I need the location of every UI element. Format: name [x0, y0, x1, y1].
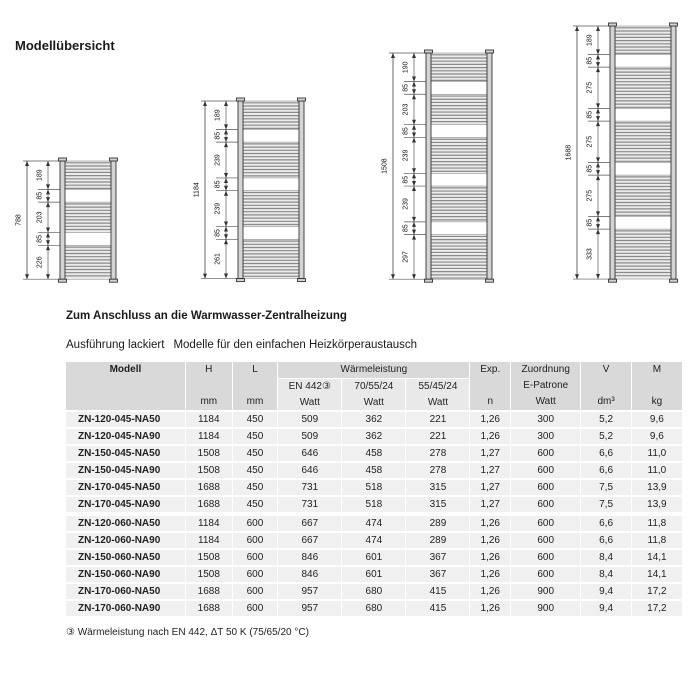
svg-text:85: 85: [36, 191, 44, 200]
table-body: [66, 412, 682, 616]
svg-text:275: 275: [586, 81, 594, 94]
subheading-finish: Ausführung lackiert: [66, 339, 165, 351]
radiator-diagram-1184: [190, 93, 308, 284]
table-row: [66, 497, 682, 512]
cell-epatrone: 600: [510, 497, 580, 512]
cell-en442: 957: [277, 601, 341, 616]
cell-en442: 509: [277, 429, 341, 444]
cell-h: 1688: [185, 584, 232, 599]
page-title: Modellübersicht: [15, 38, 115, 53]
cell-w70: 601: [341, 550, 405, 565]
cell-modell: ZN-150-060-NA50: [66, 550, 185, 565]
cell-w70: 474: [341, 516, 405, 531]
cell-v: 7,5: [580, 480, 631, 495]
cell-h: 1508: [185, 550, 232, 565]
subheading: [66, 339, 682, 351]
cell-l: 600: [232, 533, 278, 548]
svg-text:203: 203: [402, 103, 410, 116]
radiator-diagram-1688: [562, 18, 680, 284]
cell-w70: 680: [341, 584, 405, 599]
cell-l: 600: [232, 550, 278, 565]
cell-w70: 601: [341, 567, 405, 582]
cell-w70: 474: [341, 533, 405, 548]
cell-w55: 415: [405, 584, 469, 599]
svg-text:85: 85: [402, 175, 410, 184]
cell-epatrone: 300: [510, 429, 580, 444]
section-heading: Zum Anschluss an die Warmwasser-Zentralheizung: [66, 310, 347, 322]
svg-text:85: 85: [402, 224, 410, 232]
svg-text:333: 333: [586, 248, 594, 260]
table-row: [66, 412, 682, 427]
cell-l: 600: [232, 516, 278, 531]
column-header-55-45-24: 55/45/24 Watt: [405, 378, 469, 410]
cell-m: 11,8: [631, 516, 682, 531]
svg-text:239: 239: [214, 203, 222, 215]
cell-modell: ZN-170-060-NA90: [66, 601, 185, 616]
svg-text:239: 239: [402, 149, 410, 162]
cell-epatrone: 600: [510, 550, 580, 565]
cell-en442: 667: [277, 533, 341, 548]
svg-text:190: 190: [402, 61, 410, 73]
cell-w55: 415: [405, 601, 469, 616]
svg-text:1688: 1688: [565, 144, 573, 161]
cell-m: 17,2: [631, 584, 682, 599]
cell-m: 9,6: [631, 412, 682, 427]
cell-w55: 278: [405, 463, 469, 478]
model-data-table: [66, 362, 682, 616]
cell-l: 450: [232, 446, 278, 461]
table-row: [66, 550, 682, 565]
cell-en442: 731: [277, 497, 341, 512]
cell-exp: 1,27: [469, 463, 510, 478]
cell-h: 1184: [185, 429, 232, 444]
svg-text:189: 189: [214, 109, 222, 122]
cell-modell: ZN-150-045-NA90: [66, 463, 185, 478]
cell-v: 8,4: [580, 567, 631, 582]
cell-exp: 1,26: [469, 429, 510, 444]
cell-m: 17,2: [631, 601, 682, 616]
column-header-exp: Exp. n: [469, 362, 510, 410]
table-row: [66, 584, 682, 599]
cell-epatrone: 300: [510, 412, 580, 427]
cell-epatrone: 900: [510, 584, 580, 599]
column-header-70-55-24: 70/55/24 Watt: [341, 378, 405, 410]
cell-modell: ZN-150-045-NA50: [66, 446, 185, 461]
cell-exp: 1,27: [469, 480, 510, 495]
cell-v: 6,6: [580, 516, 631, 531]
cell-w55: 289: [405, 516, 469, 531]
svg-text:297: 297: [402, 250, 410, 263]
svg-text:189: 189: [586, 34, 594, 46]
cell-h: 1688: [185, 497, 232, 512]
svg-text:85: 85: [214, 229, 222, 238]
cell-exp: 1,26: [469, 516, 510, 531]
svg-text:239: 239: [214, 154, 222, 167]
cell-w55: 367: [405, 550, 469, 565]
cell-modell: ZN-120-060-NA50: [66, 516, 185, 531]
cell-h: 1688: [185, 480, 232, 495]
column-header-modell: Modell: [109, 364, 142, 375]
svg-text:275: 275: [586, 189, 594, 202]
radiator-diagram-1508: [378, 45, 496, 284]
cell-w55: 221: [405, 412, 469, 427]
column-header-l: L mm: [232, 362, 278, 410]
radiator-diagram-788: [12, 153, 120, 284]
svg-text:239: 239: [402, 197, 410, 210]
svg-text:1508: 1508: [381, 158, 389, 174]
cell-h: 1184: [185, 516, 232, 531]
cell-h: 1508: [185, 567, 232, 582]
cell-en442: 646: [277, 446, 341, 461]
cell-v: 6,6: [580, 446, 631, 461]
cell-en442: 957: [277, 584, 341, 599]
cell-h: 1688: [185, 601, 232, 616]
cell-l: 600: [232, 584, 278, 599]
cell-en442: 731: [277, 480, 341, 495]
cell-modell: ZN-170-060-NA50: [66, 584, 185, 599]
cell-w55: 315: [405, 497, 469, 512]
cell-exp: 1,26: [469, 601, 510, 616]
cell-v: 7,5: [580, 497, 631, 512]
table-row: [66, 463, 682, 478]
svg-text:85: 85: [402, 83, 410, 92]
cell-m: 14,1: [631, 567, 682, 582]
table-header: [66, 362, 682, 410]
footnote-en442: ③ Wärmeleistung nach EN 442, ΔT 50 K (75/65/20 °C): [66, 627, 309, 638]
cell-v: 8,4: [580, 550, 631, 565]
cell-w70: 458: [341, 446, 405, 461]
cell-v: 9,4: [580, 601, 631, 616]
svg-text:275: 275: [586, 135, 594, 148]
cell-m: 11,0: [631, 446, 682, 461]
cell-l: 450: [232, 497, 278, 512]
cell-en442: 509: [277, 412, 341, 427]
cell-epatrone: 600: [510, 567, 580, 582]
cell-v: 6,6: [580, 533, 631, 548]
cell-w70: 458: [341, 463, 405, 478]
table-row: [66, 429, 682, 444]
cell-w70: 362: [341, 412, 405, 427]
cell-m: 14,1: [631, 550, 682, 565]
cell-m: 13,9: [631, 497, 682, 512]
table-row: [66, 533, 682, 548]
cell-l: 600: [232, 601, 278, 616]
cell-en442: 667: [277, 516, 341, 531]
cell-m: 9,6: [631, 429, 682, 444]
table-row: [66, 480, 682, 495]
svg-text:85: 85: [402, 126, 410, 135]
table-row: [66, 601, 682, 616]
svg-text:788: 788: [15, 214, 23, 226]
cell-en442: 846: [277, 550, 341, 565]
subheading-models: Modelle für den einfachen Heizkörperaustausch: [173, 339, 418, 351]
cell-v: 9,4: [580, 584, 631, 599]
cell-exp: 1,27: [469, 446, 510, 461]
svg-text:85: 85: [586, 56, 594, 65]
cell-modell: ZN-120-060-NA90: [66, 533, 185, 548]
cell-epatrone: 900: [510, 601, 580, 616]
cell-v: 5,2: [580, 429, 631, 444]
cell-l: 600: [232, 567, 278, 582]
cell-w55: 221: [405, 429, 469, 444]
content-area: [66, 310, 682, 638]
cell-w55: 367: [405, 567, 469, 582]
cell-epatrone: 600: [510, 516, 580, 531]
svg-text:85: 85: [214, 132, 222, 141]
cell-modell: ZN-120-045-NA50: [66, 412, 185, 427]
cell-m: 13,9: [631, 480, 682, 495]
cell-v: 5,2: [580, 412, 631, 427]
model-overview-diagrams: [0, 18, 700, 284]
cell-exp: 1,26: [469, 567, 510, 582]
cell-w70: 518: [341, 497, 405, 512]
cell-m: 11,0: [631, 463, 682, 478]
svg-text:85: 85: [586, 110, 594, 119]
cell-l: 450: [232, 480, 278, 495]
table-row: [66, 516, 682, 531]
cell-modell: ZN-120-045-NA90: [66, 429, 185, 444]
cell-w70: 362: [341, 429, 405, 444]
cell-epatrone: 600: [510, 463, 580, 478]
svg-text:189: 189: [36, 169, 44, 181]
svg-text:1184: 1184: [193, 182, 201, 198]
cell-v: 6,6: [580, 463, 631, 478]
svg-text:85: 85: [36, 234, 44, 243]
cell-w55: 289: [405, 533, 469, 548]
cell-modell: ZN-170-045-NA90: [66, 497, 185, 512]
table-row: [66, 567, 682, 582]
column-header-en442: EN 442③ Watt: [278, 378, 341, 410]
cell-epatrone: 600: [510, 533, 580, 548]
cell-epatrone: 600: [510, 480, 580, 495]
cell-l: 450: [232, 429, 278, 444]
cell-exp: 1,26: [469, 533, 510, 548]
svg-text:261: 261: [214, 253, 222, 266]
table-row: [66, 446, 682, 461]
column-header-waermeleistung: Wärmeleistung EN 442③ Watt 70/55/24 Watt 55/45/24 Watt: [277, 362, 469, 410]
column-header-zuordnung-epatrone: Zuordnung E-Patrone Watt: [510, 362, 580, 410]
column-header-h: H mm: [185, 362, 232, 410]
cell-w55: 315: [405, 480, 469, 495]
cell-exp: 1,26: [469, 550, 510, 565]
svg-text:226: 226: [36, 256, 44, 268]
cell-en442: 846: [277, 567, 341, 582]
cell-h: 1508: [185, 446, 232, 461]
cell-en442: 646: [277, 463, 341, 478]
cell-modell: ZN-150-060-NA90: [66, 567, 185, 582]
cell-w70: 680: [341, 601, 405, 616]
cell-exp: 1,27: [469, 497, 510, 512]
svg-text:85: 85: [586, 218, 594, 227]
svg-text:85: 85: [214, 180, 222, 189]
cell-h: 1184: [185, 533, 232, 548]
svg-text:203: 203: [36, 211, 44, 223]
column-header-m: M kg: [631, 362, 682, 410]
cell-l: 450: [232, 412, 278, 427]
cell-exp: 1,26: [469, 584, 510, 599]
cell-epatrone: 600: [510, 446, 580, 461]
cell-l: 450: [232, 463, 278, 478]
cell-exp: 1,26: [469, 412, 510, 427]
column-header-v: V dm³: [580, 362, 631, 410]
svg-text:85: 85: [586, 164, 594, 173]
cell-h: 1508: [185, 463, 232, 478]
cell-w70: 518: [341, 480, 405, 495]
cell-h: 1184: [185, 412, 232, 427]
cell-m: 11,8: [631, 533, 682, 548]
cell-modell: ZN-170-045-NA50: [66, 480, 185, 495]
cell-w55: 278: [405, 446, 469, 461]
